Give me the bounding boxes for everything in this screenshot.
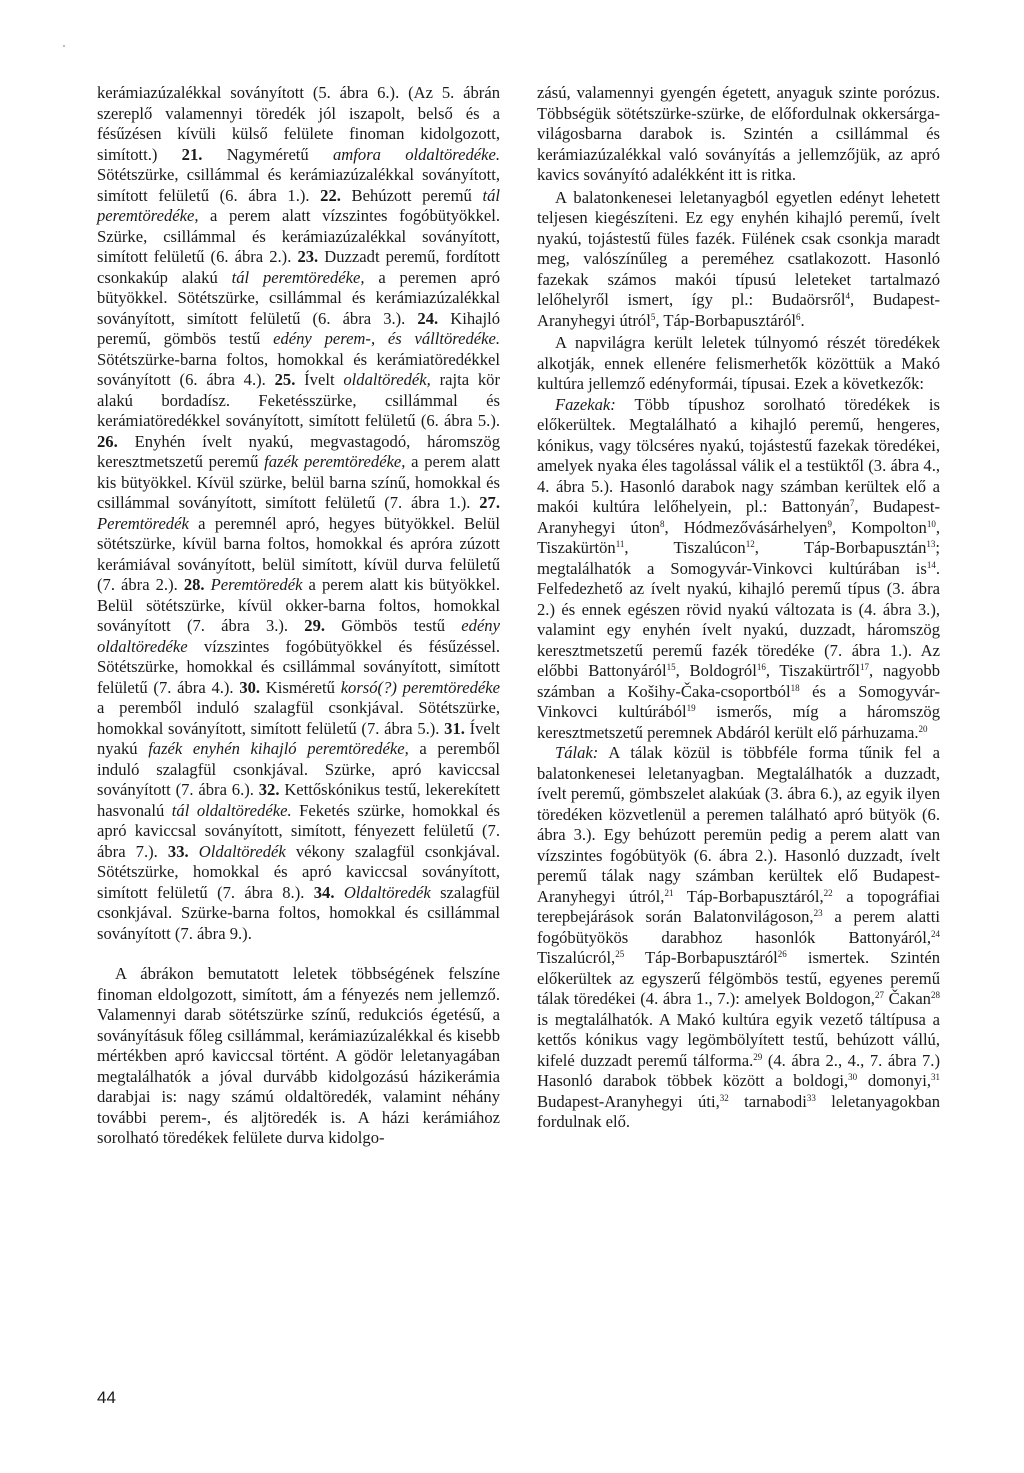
body-paragraph: A ábrákon bemutatott leletek többségének felszíne finoman eldolgozott, simított, ám a fényezés nem jellemző. Valamennyi darab sötétszürke színű, redukciós égetésű, a soványításuk főleg csillámmal, kerámiazúzalékkal és kisebb mértékben apró kaviccsal történt. A gödör leletanyagában megtalálhatók a jóval durvább kidolgozású házikerámia darabjai is: nagy számú oldaltöredék, valamint néhány további perem-, és aljtöredék is. A házi kerámiához sorolható töredékek felülete durva kidolgo- [97,964,500,1147]
right-column [537,83,940,1133]
body-paragraph: A napvilágra került leletek túlnyomó részét töredékek alkotják, ennek ellenére felismerhetők közöttük a Makó kultúra jellemző edényformái, típusai. Ezek a következők: [537,333,940,393]
body-paragraph: A balatonkenesei leletanyagból egyetlen edényt lehetett teljesen kiegészíteni. Ez egy enyhén kihajló peremű, ívelt nyakú, tojástestű füles fazék. Fülének csak csonkja maradt meg, valószínűleg a pereméhez csatlakozott. Hasonló fazekak számos makói típusú leleteket tartalmazó lelőhelyről ismert, így pl.: Budaörsről$^4$, Budapest-Aranyhegyi útról$^5$, Táp-Borbapusztáról$^6$. [537,187,940,330]
body-paragraph: zású, valamennyi gyengén égetett, anyaguk szinte porózus. Többségük sötétszürke-szürke, de előfordulnak okkersárga-világosbarna darabok is. Szintén a csillámmal és kerámiazúzalékkal való soványítás a jellemzőjük, az apró kavics soványító adalékként itt is ritka. [537,83,940,184]
scan-speck [63,45,65,47]
catalogue-paragraph: kerámiazúzalékkal soványított (5. ábra 6.). (Az 5. ábrán szereplő valamennyi töredék jól iszapolt, belső és a fésűzésen kívüli külső felülete finoman kidolgozott, simított.) 21. Nagyméretű amfora oldaltöredéke. Sötétszürke, csillámmal és kerámiazúzalékkal soványított, simított felületű (6. ábra 1.). 22. Behúzott peremű tál peremtöredéke, a perem alatt vízszintes fogóbütyökkel. Szürke, csillámmal és kerámiazúzalékkal soványított, simított felületű (6. ábra 2.). 23. Duzzadt peremű, fordított csonkakúp alakú tál peremtöredéke, a peremen apró bütyökkel. Sötétszürke, csillámmal és kerámiazúzalékkal soványított, simított felületű (6. ábra 3.). 24. Kihajló peremű, gömbös testű edény perem-, és válltöredéke. Sötétszürke-barna foltos, homokkal és kerámiatöredékkel soványított (6. ábra 4.). 25. Ívelt oldaltöredék, rajta kör alakú bordadísz. Feketésszürke, csillámmal és kerámiatöredékkel soványított, simított felületű (6. ábra 5.). 26. Enyhén ívelt nyakú, megvastagodó, háromszög keresztmetszetű peremű fazék peremtöredéke, a perem alatt kis bütyökkel. Kívül szürke, belül barna színű, homokkal és csillámmal soványított, simított felületű (7. ábra 1.). 27. Peremtöredék a peremnél apró, hegyes bütyökkel. Belül sötétszürke, kívül barna foltos, homokkal és apróra zúzott kerámiával soványított, belül simított, kívül durva felületű (7. ábra 2.). 28. Peremtöredék a perem alatt kis bütyökkel. Belül sötétszürke, kívül okker-barna foltos, homokkal soványított (7. ábra 3.). 29. Gömbös testű edény oldaltöredéke vízszintes fogóbütyökkel és fésűzéssel. Sötétszürke, homokkal és csillámmal soványított, simított felületű (7. ábra 4.). 30. Kisméretű korsó(?) peremtöredéke a peremből induló szalagfül csonkjával. Sötétszürke, homokkal soványított, simított felületű (7. ábra 5.). 31. Ívelt nyakú fazék enyhén kihajló peremtöredéke, a peremből induló szalagfül csonkjával. Szürke, apró kaviccsal soványított (7. ábra 6.). 32. Kettőskónikus testű, lekerekített hasvonalú tál oldaltöredéke. Feketés szürke, homokkal és apró kaviccsal soványított, simított, fényezett felületű (7. ábra 7.). 33. Oldaltöredék vékony szalagfül csonkjával. Sötétszürke, homokkal és apró kaviccsal soványított, simított felületű (7. ábra 8.). 34. Oldaltöredék szalagfül csonkjával. Szürke-barna foltos, homokkal és csillámmal soványított (7. ábra 9.). [97,83,501,943]
left-column [97,83,500,1149]
page-number: 44 [97,1388,116,1407]
body-paragraph-fazekak: Fazekak: Több típushoz sorolható töredékek is előkerültek. Megtalálható a kihajló peremű, hengeres, kónikus, vagy tölcséres nyakú, tojástestű fazekak töredékei, amelyek nyaka éles tagolással válik el a testüktől (3. ábra 4., 4. ábra 5.). Hasonló darabok nagy számban kerültek elő a makói kultúra lelőhelyein, pl.: Battonyán$^7$, Budapest-Aranyhegyi úton$^8$, Hódmezővásárhelyen$^9$, Kompolton$^{10}$, Tiszakürtön$^{11}$, Tiszalúcon$^{12}$, Táp-Borbapusztán$^{13}$; megtalálhatók a Somogyvár-Vinkovci kultúrában $is^{14}$. Felfedezhető az ívelt nyakú, kihajló peremű típus (3. ábra 2.) és ennek egészen rövid nyakú változata is (4. ábra 3.), valamint egy enyhén ívelt nyakú, duzzadt, háromszög keresztmetszetű peremű fazék töredéke (7. ábra 1.). Az előbbi Battonyáról$^{15}$, Boldogról$^{16}$, Tiszakürtről$^{17}$, nagyobb számban a Košihy-Čaka-csoportból$^{18}$ és a Somogyvár-Vinkovci kultúrából$^{19}$ ismerős, míg a háromszög keresztmetszetű peremnek Abdáról került elő párhuzama.$^{20}$ [537,394,941,742]
body-paragraph-talak: Tálak: A tálak közül is többféle forma tűnik fel a balatonkenesei leletanyagban. Megtalálhatók a duzzadt, ívelt peremű, gömbszelet alakúak (3. ábra 6.), az egyik ilyen töredéken közvetlenül a peremen található apró bütyök (6. ábra 3.). Egy behúzott peremün pedig a perem alatt van vízszintes fogóbütyök (6. ábra 2.). Hasonló duzzadt, ívelt peremű tálak nagy számban kerültek elő Budapest-Aranyhegyi útról,$^{21}$ Táp-Borbapusztáról,$^{22}$ a topográfiai terepbejárások során Balatonvilágoson,$^{23}$ a perem alatti fogóbütyökös darabhoz hasonlók Battonyáról,$^{24}$ Tiszalúcról,$^{25}$ Táp-Borbapusztáról$^{26}$ ismertek. Szintén előkerültek az egyszerű félgömbös testű, egyenes peremű tálak töredékei (4. ábra 1., 7.): amelyek Boldogon,$^{27}$ Čakan$^{28}$ is megtalálhatók. A Makó kultúra egyik vezető táltípusa a kettős kónikus vagy legömbölyített testű, behúzott vállú, kifelé duzzadt peremű tálforma.$^{29}$ (4. ábra 2., 4., 7. ábra 7.) Hasonló darabok többek között a boldogi,$^{30}$ domonyi,$^{31}$ Budapest-Aranyhegyi úti,$^{32}$ tarnabodi$^{33}$ leletanyagokban fordulnak elő. [537,743,940,1131]
